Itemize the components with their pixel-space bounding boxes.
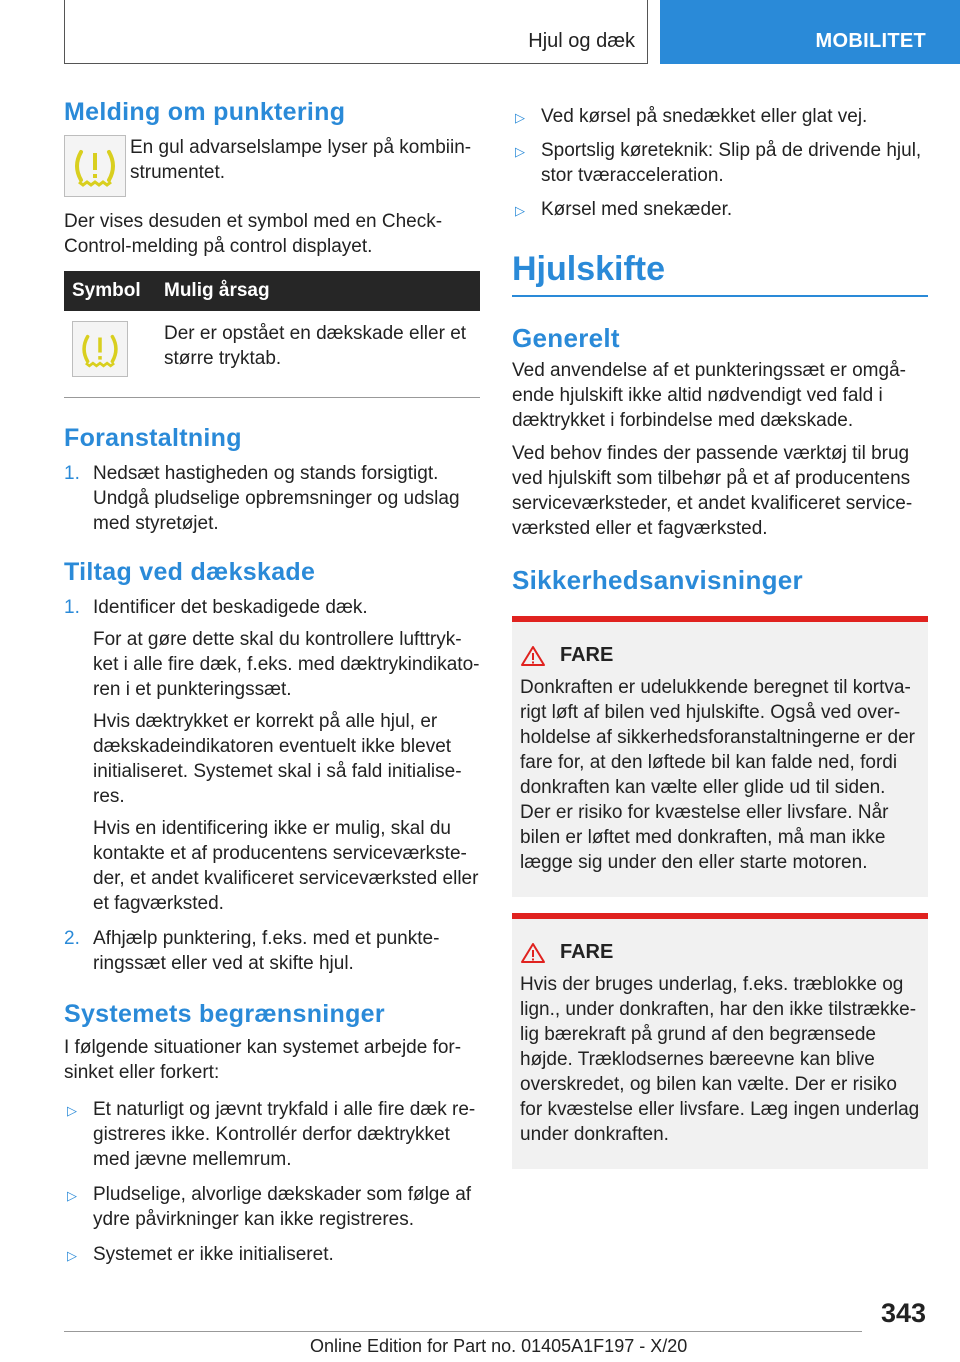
list-item [64, 1097, 480, 1172]
bullet-text: Ved kørsel på snedækket eller glat vej. [541, 106, 868, 127]
bullet-triangle-icon: ▷ [67, 1248, 77, 1263]
step-text: Identificer det beskadigede dæk. [93, 597, 368, 618]
bullet-text: Systemet er ikke initialiseret. [93, 1244, 334, 1265]
step-text: Afhjælp punktering, f.eks. med et punkte-ringssæt eller ved at skifte hjul. [93, 928, 440, 974]
bullet-text: Et naturligt og jævnt trykfald i alle fire dæk re-gistreres ikke. Kontrollér derfor dæktrykket med jævne mellemrum. [93, 1099, 476, 1170]
step-number: 1. [64, 597, 80, 618]
list-item [64, 1242, 480, 1267]
bullet-text: Pludselige, alvorlige dækskader som følge af ydre påvirkninger kan ikke registreres. [93, 1184, 472, 1230]
list-item [512, 104, 928, 129]
list-item [64, 461, 480, 536]
col-symbol: Symbol [64, 271, 156, 311]
step-text: Nedsæt hastigheden og stands forsigtigt. Undgå pludselige opbremsninger og udslag med styretøjet. [93, 463, 460, 534]
melding-icon-text: En gul advarselslampe lyser på kombiin-strumentet. [130, 137, 472, 183]
step-subparagraph: For at gøre dette skal du kontrollere lufttryk-ket i alle fire dæk, f.eks. med dæktrykindikato-ren i et punkteringssæt. [93, 629, 480, 700]
continued-bullets [512, 104, 928, 222]
step-subparagraph: Hvis en identificering ikke er mulig, skal du kontakte et af producentens serviceværkste-der, et andet kvalificeret serviceværksted eller et fagværksted. [93, 818, 479, 914]
right-column [512, 104, 928, 1169]
list-item [512, 138, 928, 188]
bullet-triangle-icon: ▷ [515, 203, 525, 218]
list-item [64, 595, 480, 916]
foranstaltning-steps [64, 461, 480, 536]
heading-hjulskifte: Hjulskifte [512, 250, 666, 288]
bullet-triangle-icon: ▷ [515, 110, 525, 125]
table-cell-symbol [64, 311, 156, 398]
generelt-paragraph-1: Ved anvendelse af et punkteringssæt er omgå-ende hjulskift ikke altid nødvendigt ved fald i dæktrykket i forbindelse med dækskade. [512, 360, 906, 431]
warning-label: FARE [560, 941, 614, 963]
heading-foranstaltning: Foranstaltning [64, 424, 242, 452]
col-cause: Mulig årsag [156, 271, 480, 311]
melding-paragraph: Der vises desuden et symbol med en Check-Control-melding på control displayet. [64, 211, 443, 257]
tire-pressure-warning-icon [64, 135, 126, 197]
generelt-paragraph-2: Ved behov findes der passende værktøj til brug ved hjulskift som tilbehør på et af producentens serviceværksteder, et andet kvalificeret service-værksted eller et fagværksted. [512, 443, 913, 539]
heading-melding: Melding om punktering [64, 98, 346, 126]
heading-sikkerhed: Sikkerhedsanvisninger [512, 565, 803, 595]
page-number: 343 [880, 1298, 926, 1328]
bullet-text: Sportslig køreteknik: Slip på de drivende hjul, stor tværacceleration. [541, 140, 922, 186]
list-item [512, 197, 928, 222]
header-chapter-box [64, 0, 648, 64]
heading-tiltag: Tiltag ved dækskade [64, 558, 316, 586]
symbol-table-header [64, 271, 480, 311]
symbol-table [64, 271, 480, 398]
bullet-text: Kørsel med snekæder. [541, 199, 733, 220]
systemets-intro: I følgende situationer kan systemet arbejde for-sinket eller forkert: [64, 1037, 462, 1083]
warning-text: Hvis der bruges underlag, f.eks. træblokke og lign., under donkraften, har den ikke tilstrække-lig bærekraft på grund af den begrænsede højde. Træklodsernes bæreevne kan blive overskredet, og bilen kan vælte. Der er risiko for kvæstelse eller livsfare. Læg ingen underlag under donkraften. [520, 974, 920, 1145]
warning-label: FARE [560, 644, 614, 666]
warning-text: Donkraften er udelukkende beregnet til kortva-rigt løft af bilen ved hjulskifte. Også ved over-holdelse af sikkerhedsforanstaltningerne er der fare for, at den løftede bil kan falde ned, fordi donkraften kan vælte eller glide ud til siden. Der er risiko for kvæstelse eller livsfare. Når bilen er løftet med donkraften, må man ikke lægge sig under den eller starte motoren. [520, 677, 916, 873]
warning-header [520, 644, 920, 667]
tire-pressure-warning-icon [72, 321, 128, 377]
heading-systemets: Systemets begrænsninger [64, 1000, 385, 1028]
header-chapter-title: Hjul og dæk [528, 30, 635, 52]
table-row [64, 311, 480, 398]
warning-box [512, 616, 928, 897]
heading-generelt: Generelt [512, 323, 620, 353]
list-item [64, 926, 480, 976]
list-item [64, 1182, 480, 1232]
chapter-rule [512, 295, 928, 297]
table-cell-cause: Der er opstået en dækskade eller et større tryktab. [156, 311, 480, 398]
footer-edition: Online Edition for Part no. 01405A1F197 - X/20 [310, 1336, 688, 1356]
bullet-triangle-icon: ▷ [67, 1103, 77, 1118]
warning-triangle-icon [520, 942, 546, 964]
header-section-title: MOBILITET [815, 30, 926, 52]
systemets-bullets [64, 1097, 480, 1267]
warning-header [520, 941, 920, 964]
bullet-triangle-icon: ▷ [67, 1188, 77, 1203]
tiltag-steps [64, 595, 480, 976]
bullet-triangle-icon: ▷ [515, 144, 525, 159]
left-column [64, 98, 480, 1267]
footer-rule [64, 1331, 862, 1332]
header-section-tab [660, 0, 960, 64]
step-number: 1. [64, 463, 80, 484]
step-number: 2. [64, 928, 80, 949]
step-subparagraph: Hvis dæktrykket er korrekt på alle hjul, er dækskadeindikatoren eventuelt ikke blevet initialiseret. Systemet skal i så fald initialise-res. [93, 711, 462, 807]
warning-triangle-icon [520, 645, 546, 667]
melding-icon-row [64, 135, 480, 197]
warning-box [512, 913, 928, 1169]
